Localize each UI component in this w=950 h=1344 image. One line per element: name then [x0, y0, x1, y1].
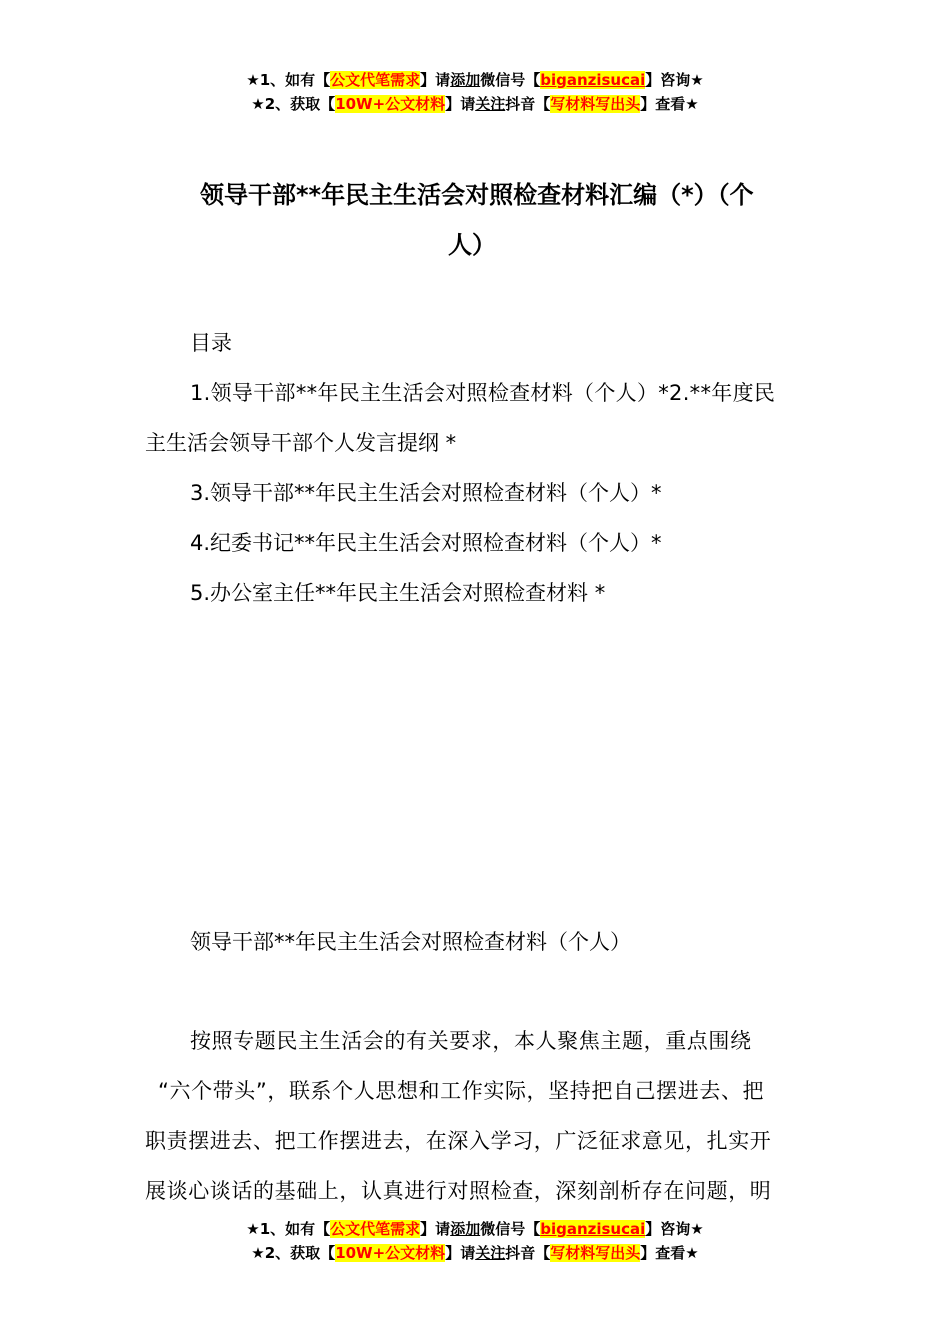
toc-item-4: 4.纪委书记**年民主生活会对照检查材料（个人）*: [190, 531, 662, 555]
ghostwriting-highlight: 公文代笔需求: [330, 71, 421, 89]
toc-item-2: 主生活会领导干部个人发言提纲 *: [145, 431, 457, 455]
banner-line-1: ★1、如有【公文代笔需求】请添加微信号【biganzisucai】咨询★: [246, 1220, 704, 1238]
wechat-id-highlight: biganzisucai: [540, 1220, 646, 1238]
banner-line-1: ★1、如有【公文代笔需求】请添加微信号【biganzisucai】咨询★: [246, 71, 704, 89]
document-title-line-2: 人）: [448, 231, 496, 259]
toc-heading: 目录: [190, 331, 232, 355]
header-banner: [0, 68, 950, 116]
toc-item-3: 3.领导干部**年民主生活会对照检查材料（个人）*: [190, 481, 662, 505]
toc-item-1: 1.领导干部**年民主生活会对照检查材料（个人）*2.**年度民: [190, 381, 776, 405]
paragraph-line: 展谈心谈话的基础上，认真进行对照检查，深刻剖析存在问题，明: [145, 1179, 772, 1203]
douyin-account-highlight: 写材料写出头: [550, 95, 641, 113]
toc-item-5: 5.办公室主任**年民主生活会对照检查材料 *: [190, 581, 606, 605]
materials-highlight: 10W+公文材料: [335, 95, 446, 113]
materials-highlight: 10W+公文材料: [335, 1244, 446, 1262]
paragraph-line: 职责摆进去、把工作摆进去，在深入学习，广泛征求意见，扎实开: [145, 1129, 772, 1153]
paragraph-line: 按照专题民主生活会的有关要求，本人聚焦主题，重点围绕: [190, 1029, 752, 1053]
wechat-id-highlight: biganzisucai: [540, 71, 646, 89]
douyin-account-highlight: 写材料写出头: [550, 1244, 641, 1262]
ghostwriting-highlight: 公文代笔需求: [330, 1220, 421, 1238]
paragraph-line: “六个带头”，联系个人思想和工作实际，坚持把自己摆进去、把: [158, 1079, 765, 1103]
section-subtitle: 领导干部**年民主生活会对照检查材料（个人）: [190, 930, 631, 954]
footer-banner: [0, 1217, 950, 1265]
banner-line-2: ★2、获取【10W+公文材料】请关注抖音【写材料写出头】查看★: [251, 1244, 699, 1262]
banner-line-2: ★2、获取【10W+公文材料】请关注抖音【写材料写出头】查看★: [251, 95, 699, 113]
document-title-line-1: 领导干部**年民主生活会对照检查材料汇编（*）（个: [200, 181, 754, 209]
